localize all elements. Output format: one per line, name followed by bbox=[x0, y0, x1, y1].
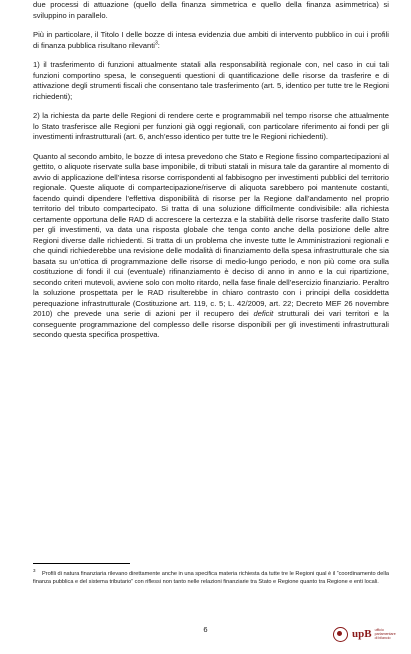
upb-logo bbox=[333, 626, 396, 642]
page-number: 6 bbox=[203, 625, 208, 634]
paragraph-text: Più in particolare, il Titolo I delle bozze di intesa evidenzia due ambiti di intervento pubblico in cui i profili di finanza pubblica risultano rilevanti bbox=[33, 30, 389, 50]
logo-brand: upB bbox=[352, 628, 372, 640]
list-item-1: 1) il trasferimento di funzioni attualmente statali alla responsabilità regionale con, nel caso in cui tali funzioni comportino spesa, le conseguenti questioni di quantificazione delle risorse da trasferire e di attivazione degli strumenti fiscali che consentano tale trasferimento (art. 5, identico per tutte tre le Regioni richiedenti); bbox=[33, 60, 389, 101]
paragraph-text: strutturali dei vari territori e la conseguente programmazione del complesso delle risorse disponibili per gli investimenti infrastrutturali secondo questa specifica prospettiva. bbox=[33, 309, 389, 339]
paragraph-tail: : bbox=[157, 40, 160, 50]
paragraph-text: Quanto al secondo ambito, le bozze di intesa prevedono che Stato e Regione fissino compartecipazioni al gettito, o aliquote riservate sulla base imponibile, di tributi statali in misura tale da garantire al momento di avvio di applicazione dell’intesa risorse corrispondenti al fabbisogno per investimenti pubblici del territorio regionale. Queste aliquote di compartecipazione/riserve di aliquota sarebbero poi mantenute costanti, facendo quindi dipendere l’effettiva disponibilità di risorse per la Regione dall’andamento nel proprio territorio del tributo compartecipato. Si tratta di una soluzione difficilmente condivisibile: alla richiesta certamente opportuna delle RAD di accrescere la certezza e la stabilità delle risorse trasferite dallo Stato per gli investimenti, va data una risposta globale che tenga conto anche della posizione delle altre Regioni diverse dalle richiedenti. Si tratta di un problema che investe tutte le Amministrazioni regionali e che quindi richiederebbe una revisione delle modalità di finanziamento della spesa infrastrutturale che sia basata su un’ottica di programmazione delle risorse di medio-lungo periodo, e non più come ora sulla costituzione di fondi il cui (eventuale) rifinanziamento è deciso di anno in anno e la cui ripartizione, secondo criteri mutevoli, avviene solo con molto ritardo, nella fase finale dell’esercizio finanziario. Peraltro la soluzione prospettata per le RAD risulterebbe in chiaro contrasto con i principi della cosiddetta perequazione infrastrutturale (Costituzione art. 119, c. 5; L. 42/2009, art. 22; Decreto MEF 26 novembre 2010) che prevede una serie di azioni per il recupero dei bbox=[33, 151, 389, 318]
body-text bbox=[33, 0, 389, 350]
logo-subtitle-line: di bilancio bbox=[374, 636, 391, 640]
footnote-number: 3 bbox=[33, 568, 36, 573]
logo-subtitle-line: ufficio bbox=[374, 628, 384, 632]
logo-subtitle bbox=[375, 628, 396, 640]
footnote bbox=[33, 567, 389, 586]
emphasis-text: deficit bbox=[253, 309, 274, 318]
footnote-text: Profili di natura finanziaria rilevano direttamente anche in una specifica materia richiesta da tutte tre le Regioni qual è il “coordinamento della finanza pubblica e del sistema tributario” con riflessi non tanto nelle relazioni finanziarie tra Stato e Regione quanto tra Regione e enti locali. bbox=[33, 570, 390, 586]
paragraph bbox=[33, 152, 389, 341]
upb-seal-icon bbox=[333, 627, 348, 642]
paragraph: due processi di attuazione (quello della finanza simmetrica e quello della finanza asimmetrica) si sviluppino in parallelo. bbox=[33, 0, 389, 20]
footnote-separator bbox=[33, 563, 130, 564]
logo-subtitle-line: parlamentare bbox=[374, 632, 396, 636]
list-item-2: 2) la richiesta da parte delle Regioni di rendere certe e programmabili nel tempo risorse che attualmente lo Stato trasferisce alle Regioni per funzioni già oggi regionali, con particolare riferimento ai fondi per gli investimenti infrastrutturali (art. 6, anch’esso identico per tutte tre le Regioni richiedenti). bbox=[33, 111, 389, 141]
paragraph-with-footnote bbox=[33, 30, 389, 51]
footnote-reference[interactable]: 3 bbox=[155, 39, 158, 46]
